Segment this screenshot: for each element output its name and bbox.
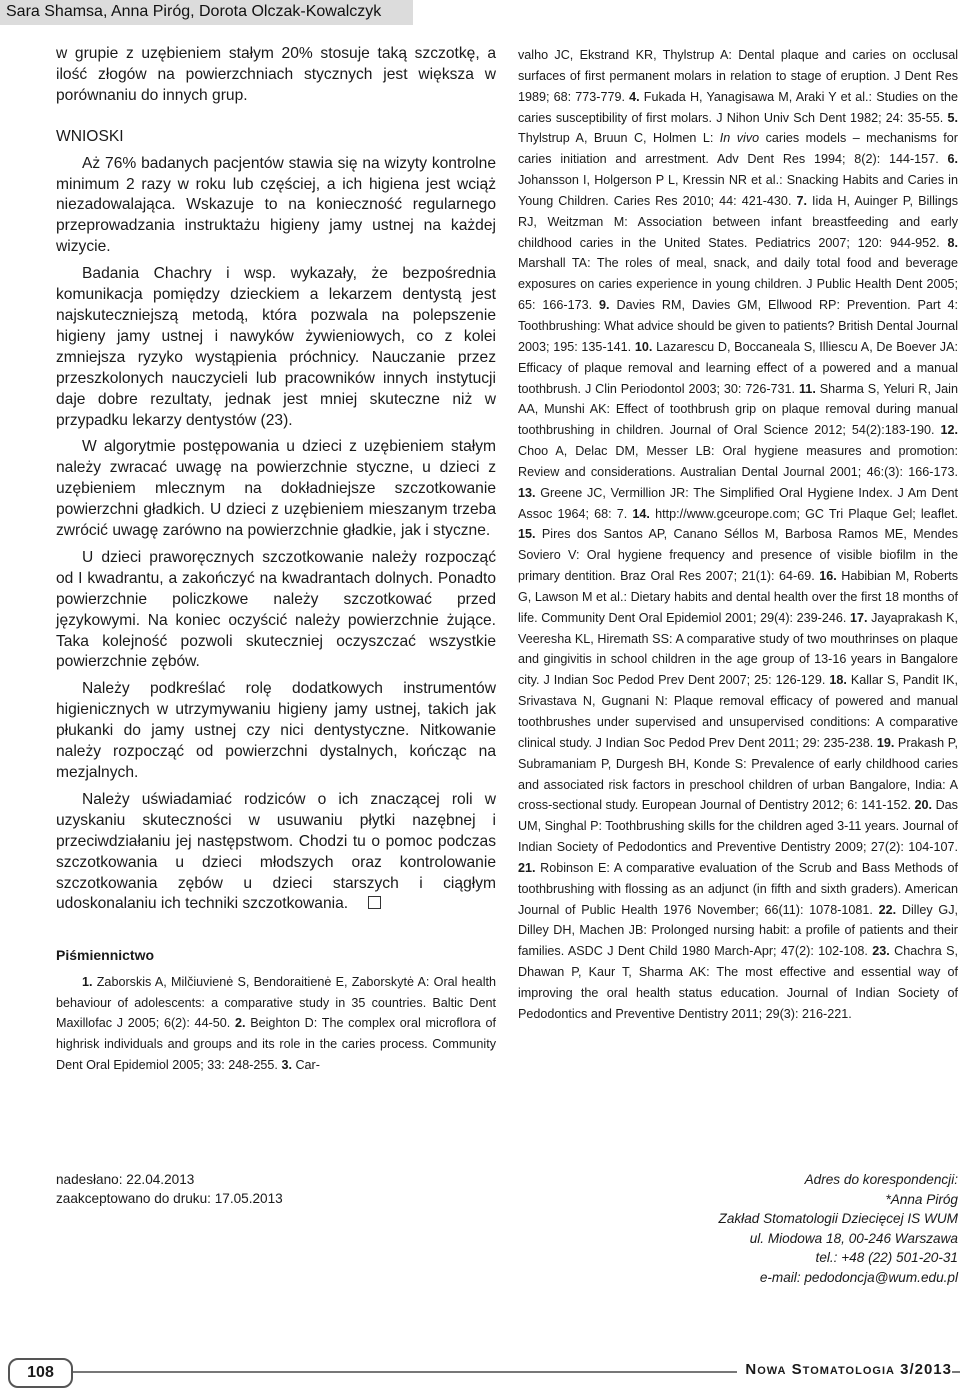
- paragraph: Badania Chachry i wsp. wykazały, że bezpośrednia komunikacja pomiędzy dzieckiem a lekarzem dentystą jest najskuteczniejszą metodą, która pozwala na polepszenie higieny jamy ustnej i nawyków żywieniowych, co z kolei zmniejsza ryzyko wystąpienia próchnicy. Nauczanie przez przeszkolonych nauczycieli lub pracowników innych instytucji daje dobre rezultaty, jednak jest mniej skuteczne niż w przypadku lekarzy dentystów (23).: [56, 265, 496, 429]
- page-number: 108: [8, 1358, 73, 1388]
- references-list-right: valho JC, Ekstrand KR, Thylstrup A: Dental plaque and caries on occlusal surfaces of first permanent molars in relation to stage of eruption. J Dent Res 1989; 68: 773-779. 4. Fukada H, Yanagisawa M, Araki Y et al.: Studies on the caries susceptibility of first molars. J Nihon Univ Sch Dent 1982; 24: 35-55. 5. Thylstrup A, Bruun C, Holmen L: In vivo caries models – mechanisms for caries initiation and arrestment. Adv Dent Res 1994; 8(2): 144-157. 6. Johansson I, Holgerson P L, Kressin NR et al.: Snacking Habits and Caries in Young Children. Caries Res 2010; 44: 421-430. 7. Iida H, Auinger P, Billings RJ, Weitzman M: Association between infant breastfeeding and early childhood caries in the United States. Pediatrics 2007; 120: 944-952. 8. Marshall TA: The roles of meal, snack, and daily total food and beverage exposures on caries experience in young children. J Public Health Dent 2005; 65: 166-173. 9. Davies RM, Davies GM, Ellwood RP: Prevention. Part 4: Toothbrushing: What advice should be given to patients? British Dental Journal 2003; 195: 135-141. 10. Lazarescu D, Boccaneala S, Illiescu A, De Boever JA: Efficacy of plaque removal and learning effect of a powered and a manual toothbrush. J Clin Periodontol 2003; 30: 726-731. 11. Sharma S, Yeluri R, Jain AA, Munshi AK: Effect of toothbrush grip on plaque removal during manual toothbrushing in children. Journal of Oral Science 2012; 54(2):183-190. 12. Choo A, Delac DM, Messer LB: Oral hygiene measures and promotion: Review and considerations. Australian Dental Journal 2001; 46:(3): 166-173. 13. Greene JC, Vermillion JR: The Simplified Oral Hygiene Index. J Am Dent Assoc 1964; 68: 7. 14. http://www.gceurope.com; GC Tri Plaque Gel; leaflet. 15. Pires dos Santos AP, Canano Séllos M, Barbosa Ramos ME, Mendes Soviero V: Oral hygiene frequency and presence of visible biofilm in the primary dentition. Braz Oral Res 2007; 21(1): 64-69. 16. Habibian M, Roberts G, Lawson M et al.: Dietary habits and dental health over the first 18 months of life. Community Dent Oral Epidemiol 2001; 29(4): 239-246. 17. Jayaprakash K, Veeresha KL, Hiremath SS: A comparative study of two mouthrinses on plaque and gingivitis in school children in the age group of 13-16 years in Bangalore city. J Indian Soc Pedod Prev Dent 2007; 25: 126-129. 18. Kallar S, Pandit IK, Srivastava N, Gugnani N: Plaque removal efficacy of powered and manual toothbrushes under supervised and unsupervised conditions: A comparative clinical study. J Indian Soc Pedod Prev Dent 2011; 29: 235-238. 19. Prakash P, Subramaniam P, Durgesh BH, Konde S: Prevalence of early childhood caries and associated risk factors in preschool children of urban Bangalore, India: A cross-sectional study. European Journal of Dentistry 2012; 6: 141-152. 20. Das UM, Singhal P: Toothbrushing skills for the children aged 3-11 years. Journal of Indian Society of Pedodontics and Preventive Dentistry 2009; 27(2): 104-107. 21. Robinson E: A comparative evaluation of the Scrub and Bass Methods of toothbrushing with flossing as an adjunct (in fifth and sixth graders). American Journal of Public Health 1976 November; 66(11): 1078-1081. 22. Dilley GJ, Dilley DH, Machen JB: Prolonged nursing habit: a profile of patients and their families. ASDC J Dent Child 1980 March-Apr; 47(2): 102-108. 23. Chachra S, Dhawan P, Kaur T, Sharma AK: The most effective and essential way of improving the oral health status education. Journal of Indian Society of Pedodontics and Preventive Dentistry 2011; 29(3): 216-221.: [518, 48, 959, 1021]
- paragraph: Aż 76% badanych pacjentów stawia się na wizyty kontrolne minimum 2 razy w roku lub częściej, a ich higiena jest wciąż niezadowalająca. Wskazuje to na konieczność regularnego przeprowadzania instruktażu higieny jamy ustnej na każdej wizycie.: [56, 154, 496, 256]
- paragraph: w grupie z uzębieniem stałym 20% stosuje taką szczotkę, a ilość złogów na powierzchniach stycznych jest większa w porównaniu do innych grup.: [56, 45, 496, 104]
- correspondence-address: [719, 1170, 958, 1287]
- date-received: nadesłano: 22.04.2013: [56, 1172, 195, 1187]
- header-authors: Sara Shamsa, Anna Piróg, Dorota Olczak-Kowalczyk: [6, 3, 382, 20]
- address-label: Adres do korespondencji:: [804, 1172, 958, 1187]
- address-street: ul. Miodowa 18, 00-246 Warszawa: [749, 1230, 958, 1246]
- end-of-article-mark: [368, 896, 381, 909]
- paragraph: U dzieci praworęcznych szczotkowanie należy rozpocząć od I kwadrantu, a zakończyć na kwadrantach dolnych. Ponadto powierzchnie policzkowe należy szczotkować przed językowymi. Na koniec oczyścić należy powierzchnie żujące. Taka kolejność pozwoli skuteczniej oczyszczać wszystkie powierzchnie zębów.: [56, 548, 496, 671]
- left-column: [56, 44, 496, 1075]
- address-email: e-mail: pedodoncja@wum.edu.pl: [759, 1269, 958, 1285]
- right-column: [518, 45, 958, 1025]
- paragraph-final: [56, 790, 496, 915]
- journal-name: Nowa Stomatologia 3/2013: [737, 1361, 952, 1378]
- address-name: *Anna Piróg: [885, 1191, 958, 1207]
- address-dept: Zakład Stomatologii Dziecięcej IS WUM: [718, 1211, 958, 1226]
- paragraph: W algorytmie postępowania u dzieci z uzębieniem stałym należy zwracać uwagę na powierzchnie styczne, u dzieci z uzębieniem mlecznym na dokładniejsze szczotkowanie powierzchni gładkich. U dzieci z uzębieniem mieszanym trzeba zwrócić uwagę zarówno na powierzchnie gładkie, jak i styczne.: [56, 438, 496, 540]
- paragraph-text: Należy uświadamiać rodziców o ich znaczącej roli w uzyskaniu skuteczności w usuwaniu płytki nazębnej i przeciwdziałaniu jej następstwom. Chodzi tu o pomoc podczas szczotkowania u dzieci młodszych oraz kontrolowanie szczotkowania zębów u dzieci starszych i ciągłym udoskonalaniu ich techniki szczotkowania.: [56, 790, 496, 913]
- paragraph: Należy podkreślać rolę dodatkowych instrumentów higienicznych w utrzymywaniu higieny jamy ustnej, takich jak płukanki do jamy ustnej czy nici dentystyczne. Nitkowanie należy rozpocząć od powierzchni dystalnych, kończąc na mezjalnych.: [56, 680, 496, 781]
- references-title: Piśmiennictwo: [56, 947, 155, 964]
- references-list-left: 1. Zaborskis A, Milčiuvienė S, Bendoraitienė E, Zaborskytė A: Oral health behaviour of adolescents: a comparative study in 35 countries. Baltic Dent Maxillofac J 2005; 6(2): 44-50. 2. Beighton D: The complex oral microflora of highrisk individuals and groups and its role in the caries process. Community Dent Oral Epidemiol 2005; 33: 248-255. 3. Car-: [56, 975, 496, 1072]
- submission-dates: [56, 1170, 283, 1208]
- running-header: [0, 0, 413, 25]
- address-tel: tel.: +48 (22) 501-20-31: [815, 1250, 958, 1265]
- section-heading: WNIOSKI: [56, 127, 124, 145]
- date-accepted: zaakceptowano do druku: 17.05.2013: [56, 1191, 283, 1206]
